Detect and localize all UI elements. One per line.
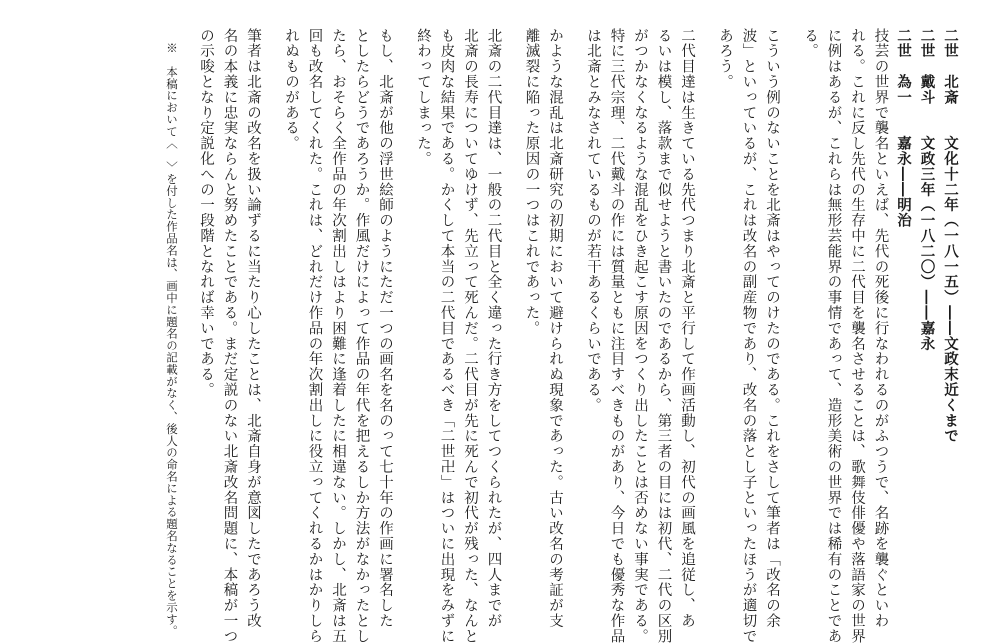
text-line: 回も改名してくれた。これは、どれだけ作品の年次割出しに役立ってくれるかはかりしら xyxy=(306,28,323,644)
text-line: 離滅裂に陥った原因の一つはこれであった。 xyxy=(523,28,540,336)
heading-line-hokusai: 二世 北斎 文化十二年（一八一五）――文政末近くまで xyxy=(942,28,959,444)
text-line: は北斎とみなされているものが若干あるくらいである。 xyxy=(585,28,601,413)
text-line: としたらどうであろうか。作風だけによって作品の年代を把えるしか方法がなかったとし xyxy=(353,28,370,644)
heading-line-iitsu: 二世 為一 嘉永――明治 xyxy=(895,28,912,229)
text-line: 技芸の世界で襲名といえば、先代の死後に行なわれるのがふつうで、名跡を襲ぐといわ xyxy=(872,28,889,629)
text-line: かような混乱は北斎研究の初期において避けられぬ現象であった。古い改名の考証が支 xyxy=(547,28,563,629)
text-line: るいは模し、落款まで似せようと書いたのであるから、第三者の目には初代、二代の区別 xyxy=(655,28,672,644)
text-line: 特に三代宗理、二代戴斗の作には質量ともに注目すべきものがあり、今日でも優秀な作品 xyxy=(608,28,625,644)
text-line: 北斎の長寿についてゆけず、先立って死んだ。二代目が先に死んで初代が残った、なんと xyxy=(462,28,478,644)
text-line: の示唆となり定説化への一段階となれば幸いである。 xyxy=(198,28,214,398)
text-line: たら、おそらく全作品の年次割出しはより困難に逢着したに相違ない。しかし、北斎は五 xyxy=(330,28,346,644)
text-line: に例はあるが、これらは無形芸能界の事情であって、造形美術の世界では稀有のことであ xyxy=(825,28,842,644)
heading-line-taito: 二世 戴斗 文政三年（一八二〇）――嘉永 xyxy=(918,28,936,352)
text-line: も皮肉な結果である。かくして本当の二代目であるべき「二世卍」はついに出現をみずに xyxy=(438,28,455,644)
text-line: 終わってしまった。 xyxy=(415,28,431,167)
text-line: れぬものがある。 xyxy=(283,28,299,152)
text-line: る。 xyxy=(802,28,818,59)
text-line: 北斎の二代目達は、一般の二代目と全く違った行き方をしてつくられたが、四人までが xyxy=(485,28,502,629)
text-line: もし、北斎が他の浮世絵師のようにただ一つの画名を名のって七十年の作画に署名した xyxy=(377,28,393,629)
text-line: れる。これに反し先代の生存中に二代目を襲名させることは、歌舞伎俳優や落語家の世界 xyxy=(849,28,865,644)
footnote: ※ 本稿において〈 〉を付した作品名は、画中に題名の記載がなく、後人の命名による題名なることを示す。 xyxy=(165,42,179,637)
text-line: 筆者は北斎の改名を扱い論ずるに当たり心したことは、北斎自身が意図したであろう改 xyxy=(245,28,261,629)
text-line: がつかなくなるような混乱をひき起こす原因をつくり出したことは否めない事実である。 xyxy=(632,28,648,644)
text-line: こういう例のないことを北斎はやってのけたのである。これをさして筆者は「改名の余 xyxy=(764,28,780,629)
text-line: 二代目達は生きている先代つまり北斎と平行して作画活動し、初代の画風を追従し、あ xyxy=(679,28,695,629)
text-line: 名の本義に忠実ならんと努めたことである。まだ定説のない北斎改名問題に、本稿が一つ xyxy=(221,28,238,644)
text-line: あろう。 xyxy=(717,28,733,90)
vertical-text-body xyxy=(32,28,962,644)
text-line: 波」といっているが、これは改名の副産物であり、改名の落とし子といったほうが適切で xyxy=(740,28,757,644)
